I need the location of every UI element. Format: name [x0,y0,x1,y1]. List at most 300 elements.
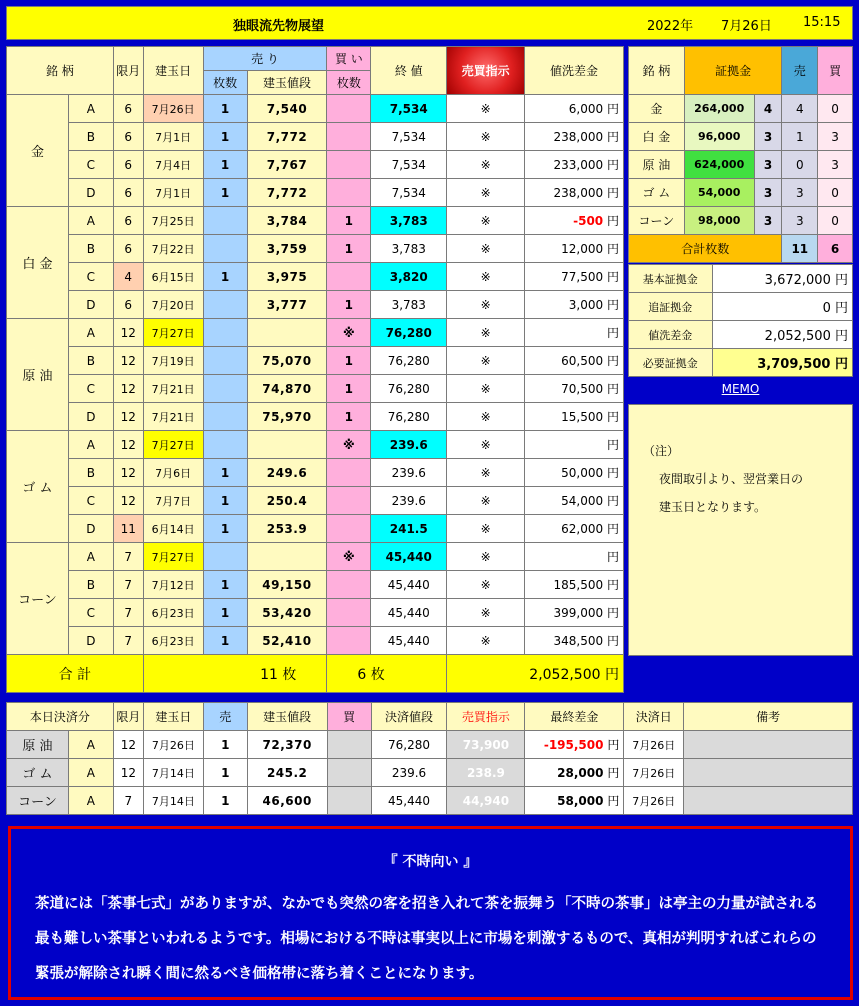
position-row [7,95,624,123]
position-row [7,151,624,179]
position-row [7,515,624,543]
position-buy-qty [327,263,371,291]
position-price: 75,970 [247,403,327,431]
position-close: 3,783 [371,207,447,235]
margin-units: 3 [754,123,782,151]
summary-label: 追証拠金 [629,293,713,321]
margin-units: 3 [754,207,782,235]
position-instruction: ※ [447,543,525,571]
settle-diff: -195,500 円 [525,731,624,759]
margin-name: 金 [629,95,685,123]
side-total-sell: 11 [782,235,818,263]
position-row [7,123,624,151]
position-sell-qty [203,543,247,571]
position-instruction: ※ [447,179,525,207]
position-date: 6月23日 [143,627,203,655]
position-sell-qty: 1 [203,487,247,515]
settle-diff: 58,000 円 [525,787,624,815]
position-diff: 円 [525,543,624,571]
position-instruction: ※ [447,235,525,263]
position-date: 7月25日 [143,207,203,235]
margin-amount: 96,000 [684,123,754,151]
header-buy-qty: 枚数 [327,71,371,95]
position-sell-qty: 1 [203,459,247,487]
position-close: 76,280 [371,347,447,375]
position-row [7,235,624,263]
position-sub: D [68,179,113,207]
position-instruction: ※ [447,263,525,291]
total-buy: 6 枚 [327,655,447,693]
position-instruction: ※ [447,347,525,375]
settle-date: 7月14日 [143,759,203,787]
settle-price: 46,600 [247,787,327,815]
position-buy-qty [327,151,371,179]
position-sub: D [68,627,113,655]
position-buy-qty [327,515,371,543]
position-price: 53,420 [247,599,327,627]
commentary-title: 『 不時向い 』 [383,854,478,870]
position-date: 7月27日 [143,319,203,347]
settlement-row [7,731,853,759]
margin-amount: 624,000 [684,151,754,179]
header-meigara: 銘 柄 [7,47,114,95]
memo-line-3: 建玉日となります。 [659,500,767,514]
position-price: 7,767 [247,151,327,179]
position-price: 75,070 [247,347,327,375]
header-kai: 買 い [327,47,371,71]
position-buy-qty [327,179,371,207]
position-diff: 円 [525,319,624,347]
position-close: 76,280 [371,375,447,403]
position-sell-qty: 1 [203,515,247,543]
position-row [7,263,624,291]
position-buy-qty [327,95,371,123]
margin-sell: 3 [782,207,818,235]
settle-header-kessai-nedan: 決済値段 [371,703,447,731]
position-price: 250.4 [247,487,327,515]
position-date: 7月27日 [143,431,203,459]
commodity-name: ゴ ム [7,431,69,543]
settle-header-tate-nedan: 建玉値段 [247,703,327,731]
position-row [7,627,624,655]
position-price: 249.6 [247,459,327,487]
position-sell-qty: 1 [203,263,247,291]
position-diff: 238,000 円 [525,179,624,207]
summary-table [628,264,853,377]
position-sell-qty: 1 [203,179,247,207]
position-close: 7,534 [371,123,447,151]
position-instruction: ※ [447,291,525,319]
position-row [7,179,624,207]
commodity-name: 白 金 [7,207,69,319]
margin-row [629,95,853,123]
position-buy-qty: 1 [327,291,371,319]
date-time: 15:15 [803,15,841,30]
position-close: 76,280 [371,319,447,347]
settle-price: 245.2 [247,759,327,787]
position-month: 6 [113,95,143,123]
position-buy-qty: 1 [327,375,371,403]
position-date: 6月14日 [143,515,203,543]
position-buy-qty: 1 [327,403,371,431]
position-instruction: ※ [447,403,525,431]
position-sell-qty [203,291,247,319]
settle-date-closed: 7月26日 [624,759,684,787]
position-sell-qty: 1 [203,151,247,179]
settle-month: 12 [113,759,143,787]
settle-instruction: 238.9 [447,759,525,787]
position-instruction: ※ [447,151,525,179]
position-row [7,375,624,403]
position-sub: C [68,599,113,627]
position-sub: A [68,543,113,571]
settle-header-uri: 売 [203,703,247,731]
position-date: 7月27日 [143,543,203,571]
position-date: 7月1日 [143,123,203,151]
position-month: 4 [113,263,143,291]
commodity-name: コーン [7,543,69,655]
position-sub: B [68,123,113,151]
commodity-name: 金 [7,95,69,207]
position-diff: 70,500 円 [525,375,624,403]
settle-date-closed: 7月26日 [624,731,684,759]
position-row [7,291,624,319]
position-date: 6月15日 [143,263,203,291]
total-diff: 2,052,500 円 [447,655,624,693]
summary-label: 値洗差金 [629,321,713,349]
margin-name: ゴ ム [629,179,685,207]
position-month: 12 [113,347,143,375]
position-diff: 円 [525,431,624,459]
position-price: 3,784 [247,207,327,235]
margin-sell: 1 [782,123,818,151]
position-date: 7月6日 [143,459,203,487]
margin-buy: 3 [818,123,853,151]
position-month: 7 [113,543,143,571]
position-sub: B [68,347,113,375]
settle-price-close: 45,440 [371,787,447,815]
position-month: 12 [113,403,143,431]
position-sub: B [68,571,113,599]
position-buy-qty: ※ [327,319,371,347]
settle-price: 72,370 [247,731,327,759]
position-row [7,599,624,627]
position-diff: -500 円 [525,207,624,235]
position-price: 3,759 [247,235,327,263]
position-diff: 233,000 円 [525,151,624,179]
settle-header-tategyokubi: 建玉日 [143,703,203,731]
margin-buy: 0 [818,207,853,235]
commodity-name: 原 油 [7,319,69,431]
position-buy-qty: ※ [327,543,371,571]
position-date: 7月12日 [143,571,203,599]
position-buy-qty: 1 [327,347,371,375]
settle-header-label: 本日決済分 [7,703,114,731]
position-sell-qty [203,319,247,347]
position-date: 6月23日 [143,599,203,627]
settle-header-kai: 買 [327,703,371,731]
position-buy-qty [327,123,371,151]
position-month: 7 [113,599,143,627]
position-price: 253.9 [247,515,327,543]
margin-row [629,151,853,179]
settle-buy [327,731,371,759]
header-sell-qty: 枚数 [203,71,247,95]
position-instruction: ※ [447,375,525,403]
summary-row [629,293,853,321]
summary-row [629,349,853,377]
position-sub: C [68,487,113,515]
position-close: 3,820 [371,263,447,291]
position-sell-qty [203,375,247,403]
margin-name: 白 金 [629,123,685,151]
summary-row [629,321,853,349]
settle-name: コーン [7,787,69,815]
settle-date: 7月26日 [143,731,203,759]
position-diff: 348,500 円 [525,627,624,655]
position-row [7,571,624,599]
position-month: 6 [113,151,143,179]
settle-instruction: 44,940 [447,787,525,815]
total-label: 合 計 [7,655,144,693]
memo-link[interactable]: MEMO [628,378,853,402]
settle-buy [327,787,371,815]
settle-price-close: 239.6 [371,759,447,787]
margin-buy: 0 [818,95,853,123]
position-date: 7月20日 [143,291,203,319]
summary-row [629,265,853,293]
side-header-uri: 売 [782,47,818,95]
title-bar [6,6,853,40]
position-sub: A [68,431,113,459]
position-date: 7月21日 [143,403,203,431]
position-buy-qty [327,571,371,599]
position-diff: 60,500 円 [525,347,624,375]
settle-sub: A [68,787,113,815]
total-sell: 11 枚 [143,655,327,693]
summary-label: 基本証拠金 [629,265,713,293]
position-sub: A [68,207,113,235]
position-month: 7 [113,571,143,599]
position-month: 6 [113,123,143,151]
settle-buy [327,759,371,787]
position-instruction: ※ [447,207,525,235]
margin-amount: 54,000 [684,179,754,207]
settle-note [684,731,853,759]
position-instruction: ※ [447,95,525,123]
position-sell-qty: 1 [203,627,247,655]
position-date: 7月26日 [143,95,203,123]
margin-row [629,179,853,207]
position-sub: D [68,515,113,543]
position-month: 6 [113,207,143,235]
settle-header-gengetsu: 限月 [113,703,143,731]
position-sub: B [68,459,113,487]
position-sell-qty [203,207,247,235]
settle-sell: 1 [203,759,247,787]
position-instruction: ※ [447,571,525,599]
position-close: 239.6 [371,431,447,459]
settle-sub: A [68,759,113,787]
position-sell-qty [203,347,247,375]
position-sub: D [68,403,113,431]
settle-header-biko: 備考 [684,703,853,731]
settle-instruction: 73,900 [447,731,525,759]
position-buy-qty [327,627,371,655]
position-close: 3,783 [371,235,447,263]
position-buy-qty [327,459,371,487]
position-date: 7月1日 [143,179,203,207]
summary-value: 3,672,000 円 [712,265,852,293]
margin-units: 3 [754,151,782,179]
settle-sell: 1 [203,787,247,815]
positions-table [6,46,624,693]
position-sub: A [68,95,113,123]
margin-name: コーン [629,207,685,235]
summary-value: 0 円 [712,293,852,321]
position-close: 241.5 [371,515,447,543]
position-sub: B [68,235,113,263]
position-price: 52,410 [247,627,327,655]
position-diff: 15,500 円 [525,403,624,431]
position-price: 3,777 [247,291,327,319]
settle-date-closed: 7月26日 [624,787,684,815]
position-date: 7月4日 [143,151,203,179]
position-instruction: ※ [447,487,525,515]
position-instruction: ※ [447,599,525,627]
settle-note [684,759,853,787]
header-nearai-sakin: 値洗差金 [525,47,624,95]
position-sell-qty [203,431,247,459]
margin-sell: 4 [782,95,818,123]
settle-note [684,787,853,815]
settle-header-kessaibi: 決済日 [624,703,684,731]
position-row [7,487,624,515]
margin-units: 4 [754,95,782,123]
margin-row [629,123,853,151]
position-close: 76,280 [371,403,447,431]
position-sell-qty: 1 [203,123,247,151]
position-month: 7 [113,627,143,655]
position-diff: 54,000 円 [525,487,624,515]
position-instruction: ※ [447,459,525,487]
position-sub: C [68,151,113,179]
position-diff: 185,500 円 [525,571,624,599]
summary-value: 2,052,500 円 [712,321,852,349]
summary-value: 3,709,500 円 [712,349,852,377]
margin-row [629,207,853,235]
position-close: 7,534 [371,95,447,123]
margin-amount: 98,000 [684,207,754,235]
position-sell-qty: 1 [203,95,247,123]
position-month: 12 [113,319,143,347]
position-diff: 3,000 円 [525,291,624,319]
position-close: 45,440 [371,599,447,627]
position-price [247,319,327,347]
position-diff: 399,000 円 [525,599,624,627]
position-row [7,319,624,347]
position-close: 45,440 [371,543,447,571]
position-row [7,403,624,431]
margin-sell: 3 [782,179,818,207]
position-close: 7,534 [371,179,447,207]
memo-line-2: 夜間取引より、翌営業日の [659,472,804,486]
position-date: 7月7日 [143,487,203,515]
position-sub: C [68,263,113,291]
position-diff: 62,000 円 [525,515,624,543]
header-gengetsu: 限月 [113,47,143,95]
position-diff: 12,000 円 [525,235,624,263]
position-month: 11 [113,515,143,543]
position-diff: 50,000 円 [525,459,624,487]
header-baibai-shiji: 売買指示 [447,47,525,95]
position-sell-qty: 1 [203,571,247,599]
settlement-row [7,759,853,787]
position-row [7,431,624,459]
header-tate-nedan: 建玉値段 [247,71,327,95]
position-instruction: ※ [447,431,525,459]
position-buy-qty: ※ [327,431,371,459]
side-total-label: 合計枚数 [629,235,782,263]
settle-name: ゴ ム [7,759,69,787]
memo-line-1: （注） [643,444,680,458]
settle-sub: A [68,731,113,759]
side-header-meigara: 銘 柄 [629,47,685,95]
position-sell-qty: 1 [203,599,247,627]
side-header-kai: 買 [818,47,853,95]
position-buy-qty: 1 [327,235,371,263]
position-row [7,347,624,375]
side-total-buy: 6 [818,235,853,263]
position-price: 3,975 [247,263,327,291]
position-month: 12 [113,459,143,487]
position-close: 3,783 [371,291,447,319]
position-close: 239.6 [371,487,447,515]
position-date: 7月19日 [143,347,203,375]
position-month: 6 [113,235,143,263]
position-diff: 77,500 円 [525,263,624,291]
commentary-text: 茶道には「茶事七式」がありますが、なかでも突然の客を招き入れて茶を振舞う「不時の茶事」は亭主の力量が試される最も難しい茶事といわれるようです。相場における不時は事実以上に市場を刺激するもので、真相が判明すればこれらの緊張が解除され瞬く間に然るべき価格帯に落ち着くことになります。 [35,896,818,982]
margin-units: 3 [754,179,782,207]
settle-header-saishu-sakin: 最終差金 [525,703,624,731]
position-row [7,207,624,235]
margin-buy: 0 [818,179,853,207]
position-sell-qty [203,235,247,263]
position-close: 239.6 [371,459,447,487]
settle-month: 7 [113,787,143,815]
position-buy-qty: 1 [327,207,371,235]
margin-buy: 3 [818,151,853,179]
position-instruction: ※ [447,515,525,543]
settle-month: 12 [113,731,143,759]
header-uri: 売 り [203,47,327,71]
position-price: 7,540 [247,95,327,123]
margin-table [628,46,853,263]
position-instruction: ※ [447,123,525,151]
margin-sell: 0 [782,151,818,179]
settle-sell: 1 [203,731,247,759]
position-sub: D [68,291,113,319]
page-title: 独眼流先物展望 [233,19,325,34]
margin-name: 原 油 [629,151,685,179]
position-month: 6 [113,179,143,207]
position-row [7,543,624,571]
position-row [7,459,624,487]
position-close: 45,440 [371,571,447,599]
position-buy-qty [327,487,371,515]
position-month: 12 [113,375,143,403]
position-date: 7月21日 [143,375,203,403]
